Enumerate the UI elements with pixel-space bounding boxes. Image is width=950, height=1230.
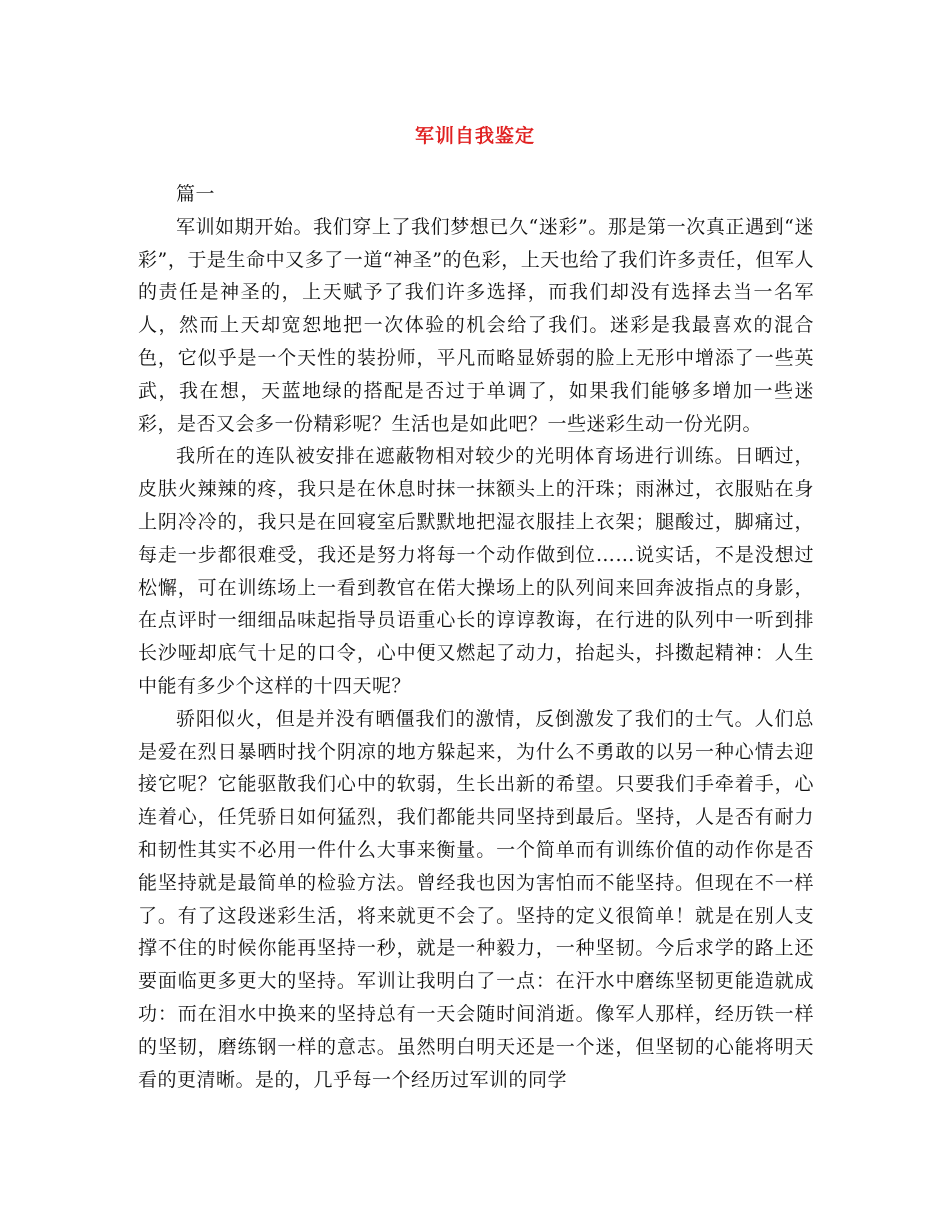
paragraph-1: 军训如期开始。我们穿上了我们梦想已久“迷彩”。那是第一次真正遇到“迷彩”，于是生命中又多了一道“神圣”的色彩，上天也给了我们许多责任，但军人的责任是神圣的，上天赋予了我们许多选择，而我们却没有选择去当一名军人，然而上天却宽恕地把一次体验的机会给了我们。迷彩是我最喜欢的混合色，它似乎是一个天性的装扮师，平凡而略显娇弱的脸上无形中增添了一些英武，我在想，天蓝地绿的搭配是否过于单调了，如果我们能够多增加一些迷彩，是否又会多一份精彩呢？生活也是如此吧？一些迷彩生动一份光阴。 [138,215,814,435]
paragraph-2: 我所在的连队被安排在遮蔽物相对较少的光明体育场进行训练。日晒过，皮肤火辣辣的疼，我只是在休息时抹一抹额头上的汗珠；雨淋过，衣服贴在身上阴冷冷的，我只是在回寝室后默默地把湿衣服挂上衣架；腿酸过，脚痛过，每走一步都很难受，我还是努力将每一个动作做到位……说实话，不是没想过松懈，可在训练场上一看到教官在偌大操场上的队列间来回奔波指点的身影，在点评时一细细品味起指导员语重心长的谆谆教诲，在行进的队列中一听到排长沙哑却底气十足的口令，心中便又燃起了动力，抬起头，抖擞起精神：人生中能有多少个这样的十四天呢？ [138,445,814,697]
document-body [138,178,814,1096]
section-label: 篇一 [176,183,216,205]
paragraph-3: 骄阳似火，但是并没有晒僵我们的激情，反倒激发了我们的士气。人们总是爱在烈日暴晒时找个阴凉的地方躲起来，为什么不勇敢的以另一种心情去迎接它呢？它能驱散我们心中的软弱，生长出新的希望。只要我们手牵着手，心连着心，任凭骄日如何猛烈，我们都能共同坚持到最后。坚持，人是否有耐力和韧性其实不必用一件什么大事来衡量。一个简单而有训练价值的动作你是否能坚持就是最简单的检验方法。曾经我也因为害怕而不能坚持。但现在不一样了。有了这段迷彩生活，将来就更不会了。坚持的定义很简单！就是在别人支撑不住的时候你能再坚持一秒，就是一种毅力，一种坚韧。今后求学的路上还要面临更多更大的坚持。军训让我明白了一点：在汗水中磨练坚韧更能造就成功：而在泪水中换来的坚持总有一天会随时间消逝。像军人那样，经历铁一样的坚韧，磨练钢一样的意志。虽然明白明天还是一个迷，但坚韧的心能将明天看的更清晰。是的，几乎每一个经历过军训的同学 [138,707,814,1091]
document-title: 军训自我鉴定 [414,125,535,147]
